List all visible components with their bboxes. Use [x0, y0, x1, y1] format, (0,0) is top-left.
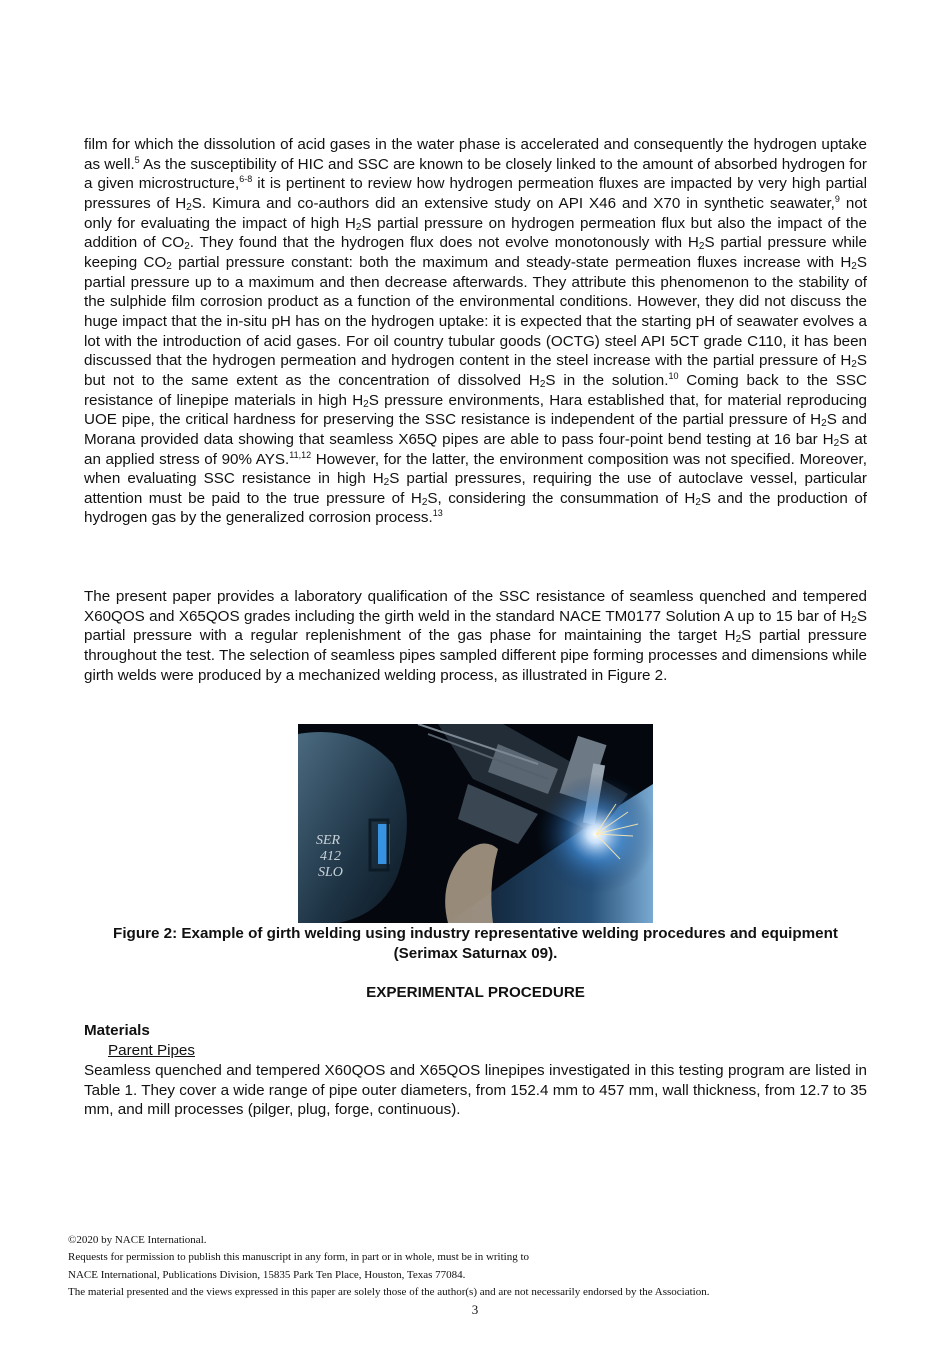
citation-superscript: 6-8	[239, 174, 253, 185]
chemical-subscript: 2	[851, 260, 857, 272]
helmet-marking-line-1: SER	[316, 833, 341, 848]
figure-2-caption: Figure 2: Example of girth welding using industry representative welding procedures and equipment (Serimax Saturnax 09).	[113, 925, 838, 962]
chemical-subscript: 2	[851, 359, 857, 371]
chemical-subscript: 2	[184, 241, 190, 253]
chemical-subscript: 2	[539, 378, 546, 390]
body-paragraph-1: film for which the dissolution of acid gases in the water phase is accelerated and consequently the hydrogen uptake as well.$^5$ As the susceptibility of HIC and SSC are known to be closely linked to the amount of absorbed hydrogen for a given microstructure,$^{6-8}$ it is pertinent to review how hydrogen permeation fluxes are impacted by very high partial pressures of $H_2S$. Kimura and co-authors did an extensive study on API X46 and X70 in synthetic seawater,$^9$ not only for evaluating the impact of high $H_2S$ partial pressure on hydrogen permeation flux but also the impact of the addition of $CO_2$. They found that the hydrogen flux does not evolve monotonously with $H_2S$ partial pressure while keeping $CO_2$ partial pressure constant: both the maximum and steady-state permeation fluxes increase with $H_2S$ partial pressure up to a maximum and then decrease afterwards. They attribute this phenomenon to the stability of the sulphide film corrosion product as a function of the environmental conditions. However, they did not discuss the huge impact that the in-situ pH has on the hydrogen uptake: it is expected that the starting pH of seawater evolves a lot with the introduction of acid gases. For oil country tubular goods (OCTG) steel API 5CT grade C110, it has been discussed that the hydrogen permeation and hydrogen content in the steel increase with the partial pressure of $H_2S$ but not to the same extent as the concentration of dissolved $H_2S$ in the solution.$^{10}$ Coming back to the SSC resistance of linepipe materials in high $H_2S$ pressure environments, Hara established that, for material reproducing UOE pipe, the critical hardness for preserving the SSC resistance is independent of the partial pressure of $H_2S$ and Morana provided data showing that seamless X65Q pipes are able to pass four-point bend testing at 16 bar $H_2S$ at an applied stress of 90% AYS.$^{11,12}$ However, for the latter, the environment composition was not specified. Moreover, when evaluating SSC resistance in high $H_2S$ partial pressures, requiring the use of autoclave vessel, particular attention must be paid to the true pressure of $H_2S$, considering the consummation of $H_2S$ and the production of hydrogen gas by the generalized corrosion process.$^{13}$	[84, 136, 868, 527]
citation-superscript: 10	[668, 370, 679, 381]
chemical-subscript: 2	[735, 634, 742, 646]
chemical-subscript: 2	[363, 398, 369, 410]
chemical-subscript: 2	[355, 221, 362, 233]
helmet-marking-line-3: SLO	[318, 865, 343, 880]
chemical-subscript: 2	[166, 260, 172, 272]
footer-permission: Requests for permission to publish this manuscript in any form, in part or in whole, must be in writing to	[68, 1251, 530, 1264]
figure-2-welding-photo	[298, 724, 653, 923]
citation-superscript: 5	[134, 154, 140, 165]
section-heading-experimental-procedure: EXPERIMENTAL PROCEDURE	[366, 984, 585, 1001]
chemical-subscript: 2	[383, 477, 390, 489]
chemical-subscript: 2	[851, 614, 857, 626]
chemical-subscript: 2	[833, 437, 840, 449]
citation-superscript: 11,12	[289, 449, 312, 460]
chemical-subscript: 2	[695, 496, 701, 508]
page-number: 3	[471, 1302, 479, 1317]
chemical-subscript: 2	[698, 241, 705, 253]
citation-superscript: 13	[432, 508, 443, 519]
footer-disclaimer: The material presented and the views expressed in this paper are solely those of the author(s) and are not necessarily endorsed by the Association.	[68, 1286, 710, 1299]
helmet-marking-line-2: 412	[320, 849, 341, 864]
chemical-subscript: 2	[421, 496, 428, 508]
body-paragraph-3: Seamless quenched and tempered X60QOS and X65QOS linepipes investigated in this testing program are listed in Table 1. They cover a wide range of pipe outer diameters, from 152.4 mm to 457 mm, wall thickness, from 12.7 to 35 mm, and mill processes (pilger, plug, forge, continuous).	[84, 1062, 867, 1119]
footer-copyright: ©2020 by NACE International.	[68, 1234, 207, 1246]
subheading-parent-pipes: Parent Pipes	[108, 1042, 195, 1059]
chemical-subscript: 2	[821, 418, 827, 430]
copyright-footer	[68, 1232, 709, 1302]
welding-photo-illustration	[298, 724, 653, 923]
body-paragraph-2: The present paper provides a laboratory qualification of the SSC resistance of seamless quenched and tempered X60QOS and X65QOS grades including the girth weld in the standard NACE TM0177 Solution A up to 15 bar of $H_2S$ partial pressure with a regular replenishment of the gas phase for maintaining the target $H_2S$ partial pressure throughout the test. The selection of seamless pipes sampled different pipe forming processes and dimensions while girth welds were produced by a mechanized welding process, as illustrated in Figure 2.	[84, 588, 867, 684]
subheading-materials: Materials	[84, 1022, 150, 1039]
chemical-subscript: 2	[186, 201, 192, 213]
citation-superscript: 9	[834, 193, 840, 204]
footer-address: NACE International, Publications Division, 15835 Park Ten Place, Houston, Texas 77084.	[68, 1268, 466, 1281]
